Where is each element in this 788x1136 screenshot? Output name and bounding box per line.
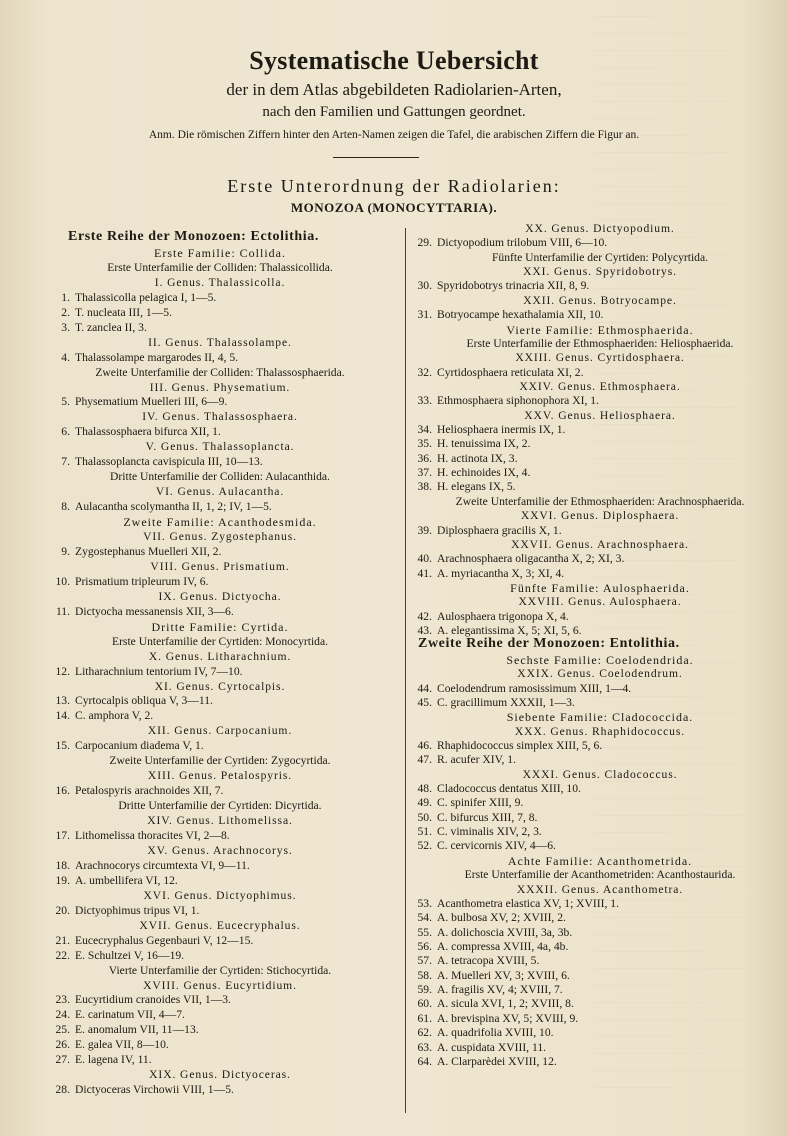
species-number: 58. (417, 968, 432, 982)
species-name: H. echinoides IX, 4. (437, 466, 531, 480)
species-number: 7. (61, 455, 70, 469)
species-number: 13. (55, 694, 70, 708)
family-heading: Erste Familie: Collida. (154, 245, 286, 260)
genus-heading: XXVI. Genus. Diplosphaera. (520, 509, 680, 523)
species-number: 27. (55, 1053, 70, 1067)
species-name: R. acufer XIV, 1. (437, 753, 516, 767)
species-entry (52, 1053, 152, 1067)
species-number: 24. (55, 1008, 70, 1022)
species-number: 57. (417, 954, 432, 968)
species-name: Physematium Muelleri III, 6—9. (75, 395, 228, 409)
genus-heading: XIII. Genus. Petalospyris. (147, 769, 293, 783)
bleed-through-line (594, 153, 657, 170)
species-entry (414, 983, 563, 997)
species-name: A. umbellifera VI, 12. (75, 873, 178, 887)
species-entry (414, 940, 568, 954)
species-number: 37. (417, 466, 432, 480)
species-name: Lithomelissa thoracites VI, 2—8. (75, 829, 230, 842)
genus-heading: XXXII. Genus. Acanthometra. (516, 882, 684, 896)
species-name: Carpocanium diadema V, 1. (75, 739, 204, 753)
species-entry (414, 954, 539, 968)
species-number: 16. (55, 784, 70, 798)
bleed-through-line (594, 918, 672, 935)
species-entry (414, 366, 583, 380)
species-number: 55. (417, 925, 432, 939)
species-name: Acanthometra elastica XV, 1; XVIII, 1. (437, 896, 620, 910)
species-name: E. carinatum VII, 4—7. (75, 1008, 185, 1022)
species-number: 20. (55, 903, 70, 917)
species-entry (52, 739, 204, 753)
species-number: 52. (417, 839, 432, 853)
genus-heading: XI. Genus. Cyrtocalpis. (154, 679, 286, 693)
order-heading: Erste Unterordnung der Radiolarien: (227, 176, 561, 196)
species-entry (414, 437, 530, 451)
species-entry (414, 1012, 578, 1026)
family-heading: Vierte Familie: Ethmosphaerida. (506, 322, 694, 337)
bleed-through-line (594, 799, 743, 816)
genus-heading: VIII. Genus. Prismatium. (150, 559, 290, 573)
bleed-through-line (594, 306, 660, 323)
species-number: 34. (417, 423, 432, 437)
subfamily-heading: Dritte Unterfamilie der Colliden: Aulacanthida. (110, 470, 330, 484)
species-number: 25. (55, 1023, 70, 1037)
species-name: Aulacantha scolymantha II, 1, 2; IV, 1—5. (75, 500, 272, 514)
genus-heading: XXII. Genus. Botryocampe. (523, 293, 677, 307)
species-entry (414, 279, 589, 293)
subfamily-heading: Zweite Unterfamilie der Ethmosphaeriden: Arachnosphaerida. (455, 494, 745, 508)
bleed-through-line (594, 459, 663, 476)
family-heading: Dritte Familie: Cyrtida. (151, 619, 289, 634)
species-name: C. cervicornis XIV, 4—6. (437, 839, 556, 853)
page-subtitle-2: nach den Familien und Gattungen geordnet. (262, 104, 526, 120)
genus-heading: XXXI. Genus. Cladococcus. (522, 767, 678, 781)
species-number: 44. (417, 681, 432, 695)
species-number: 47. (417, 753, 432, 767)
subfamily-heading: Zweite Unterfamilie der Cyrtiden: Zygocyrtida. (109, 754, 331, 768)
species-entry (414, 926, 572, 940)
species-name: E. Schultzei V, 16—19. (75, 948, 185, 962)
title-rule (333, 157, 419, 158)
genus-heading: XXVII. Genus. Arachnosphaera. (511, 537, 689, 551)
species-entry (52, 949, 184, 963)
species-name: Coelodendrum ramosissimum XIII, 1—4. (437, 681, 632, 695)
bleed-through-line (594, 782, 706, 799)
species-entry (414, 567, 564, 581)
species-entry (414, 897, 619, 911)
species-name: Eucecryphalus Gegenbauri V, 12—15. (75, 933, 254, 947)
species-entry (414, 911, 566, 925)
species-entry (52, 874, 178, 888)
page-subtitle-1: der in dem Atlas abgebildeten Radiolarien-Arten, (226, 80, 562, 99)
species-number: 3. (61, 320, 70, 334)
subfamily-heading: Erste Unterfamilie der Colliden: Thalassicollida. (107, 260, 333, 274)
species-number: 4. (61, 350, 70, 364)
genus-heading: XXIII. Genus. Cyrtidosphaera. (515, 351, 685, 365)
species-number: 23. (55, 993, 70, 1007)
species-name: H. actinota IX, 3. (437, 451, 518, 465)
species-entry (414, 997, 574, 1011)
bleed-through-line (594, 1020, 674, 1037)
genus-heading: V. Genus. Thalassoplancta. (145, 440, 295, 454)
species-name: E. anomalum VII, 11—13. (75, 1023, 199, 1037)
species-number: 29. (417, 236, 432, 250)
species-entry (52, 709, 153, 723)
genus-heading: XXI. Genus. Spyridobotrys. (523, 265, 677, 279)
species-entry (52, 395, 227, 409)
genus-heading: VII. Genus. Zygostephanus. (143, 530, 297, 543)
species-number: 5. (61, 395, 70, 409)
species-number: 64. (417, 1054, 432, 1068)
subfamily-heading: Vierte Unterfamilie der Cyrtiden: Stichocyrtida. (108, 963, 332, 977)
species-name: Petalospyris arachnoides XII, 7. (75, 784, 224, 798)
species-number: 63. (417, 1040, 432, 1054)
species-name: Litharachnium tentorium IV, 7—10. (75, 664, 243, 678)
species-name: C. gracillimum XXXII, 1—3. (437, 695, 575, 709)
genus-heading: III. Genus. Physematium. (149, 380, 291, 394)
species-name: Prismatium tripleurum IV, 6. (75, 574, 209, 588)
species-entry (414, 452, 518, 466)
genus-heading: XVIII. Genus. Eucyrtidium. (143, 978, 297, 992)
species-name: Heliosphaera inermis IX, 1. (437, 423, 566, 437)
species-name: Dictyopodium trilobum VIII, 6—10. (437, 236, 608, 250)
species-name: E. lagena IV, 11. (75, 1053, 152, 1067)
species-number: 2. (61, 305, 70, 319)
species-entry (414, 552, 624, 566)
species-entry (52, 934, 253, 948)
genus-heading: XIX. Genus. Dictyoceras. (149, 1068, 291, 1082)
genus-heading: II. Genus. Thalassolampe. (148, 335, 292, 349)
species-number: 30. (417, 279, 432, 293)
genus-heading: XVII. Genus. Eucecryphalus. (139, 918, 301, 932)
species-name: Dictyophimus tripus VI, 1. (75, 903, 200, 917)
species-name: Aulosphaera trigonopa X, 4. (437, 609, 569, 623)
species-number: 19. (55, 873, 70, 887)
order-subheading: MONOZOA (MONOCYTTARIA). (290, 200, 498, 215)
species-number: 42. (417, 609, 432, 623)
genus-heading: I. Genus. Thalassicolla. (154, 275, 286, 289)
species-number: 53. (417, 896, 432, 910)
species-number: 31. (417, 308, 432, 322)
genus-heading: IX. Genus. Dictyocha. (158, 589, 282, 603)
species-entry (414, 1041, 546, 1055)
bleed-through-line (594, 952, 746, 969)
species-name: Diplosphaera gracilis X, 1. (437, 523, 562, 537)
species-number: 54. (417, 911, 432, 925)
species-number: 28. (55, 1083, 70, 1097)
species-entry (52, 291, 216, 305)
species-entry (52, 829, 230, 843)
species-name: Thalassosphaera bifurca XII, 1. (75, 425, 221, 439)
species-name: A. Muelleri XV, 3; XVIII, 6. (437, 968, 570, 982)
species-number: 61. (417, 1011, 432, 1025)
species-name: A. cuspidata XVIII, 11. (437, 1040, 547, 1054)
species-entry (414, 782, 581, 796)
species-number: 39. (417, 523, 432, 537)
species-entry (52, 784, 223, 798)
species-entry (414, 753, 516, 767)
species-entry (414, 825, 542, 839)
species-entry (414, 739, 602, 753)
species-number: 10. (55, 574, 70, 588)
species-entry (52, 1038, 169, 1052)
species-name: T. zanclea II, 3. (75, 320, 147, 334)
species-name: Zygostephanus Muelleri XII, 2. (75, 544, 222, 558)
bleed-through-line (594, 986, 710, 1003)
species-name: Arachnosphaera oligacantha X, 2; XI, 3. (437, 552, 625, 566)
genus-heading: XXX. Genus. Rhaphidococcus. (514, 724, 686, 738)
species-name: Dictyocha messanensis XII, 3—6. (75, 604, 234, 618)
species-entry (414, 796, 523, 810)
species-number: 8. (61, 500, 70, 514)
genus-heading: XII. Genus. Carpocanium. (147, 724, 293, 738)
species-number: 32. (417, 365, 432, 379)
species-number: 12. (55, 664, 70, 678)
subfamily-heading: Erste Unterfamilie der Acanthometriden: Acanthostaurida. (464, 868, 736, 882)
species-number: 43. (417, 624, 432, 638)
species-entry (414, 1026, 554, 1040)
species-name: A. myriacantha X, 3; XI, 4. (437, 566, 565, 580)
species-name: Thalassicolla pelagica I, 1—5. (75, 290, 217, 304)
bleed-through-line (594, 816, 670, 833)
species-entry (52, 455, 263, 469)
bleed-through-line (594, 612, 666, 629)
species-entry (414, 466, 530, 480)
species-name: Eucyrtidium cranoides VII, 1—3. (75, 993, 231, 1007)
species-name: Cyrtocalpis obliqua V, 3—11. (75, 694, 213, 708)
species-number: 51. (417, 825, 432, 839)
species-number: 48. (417, 782, 432, 796)
species-number: 11. (55, 604, 70, 618)
species-entry (414, 1055, 557, 1069)
genus-heading: XXIX. Genus. Coelodendrum. (517, 667, 683, 681)
species-name: Cladococcus dentatus XIII, 10. (437, 782, 581, 796)
family-heading: Achte Familie: Acanthometrida. (507, 853, 693, 868)
species-name: A. Clarparèdei XVIII, 12. (437, 1054, 557, 1068)
bleed-through-line (594, 1003, 747, 1020)
species-entry (414, 682, 631, 696)
annotation-note: Anm. Die römischen Ziffern hinter den Arten-Namen zeigen die Tafel, die arabischen Ziffern die Figur an. (148, 129, 640, 141)
bleed-through-line (594, 425, 699, 442)
genus-heading: XXIV. Genus. Ethmosphaera. (519, 379, 681, 393)
species-number: 50. (417, 810, 432, 824)
species-name: Arachnocorys circumtexta VI, 9—11. (75, 858, 250, 872)
genus-heading: XV. Genus. Arachnocorys. (147, 843, 293, 857)
species-number: 60. (417, 997, 432, 1011)
species-entry (52, 665, 243, 679)
species-number: 45. (417, 695, 432, 709)
bleed-through-line (594, 748, 742, 765)
species-entry (52, 1008, 185, 1022)
species-entry (414, 839, 556, 853)
bleed-through-line (594, 1054, 748, 1071)
bleed-through-line (594, 0, 654, 17)
bleed-through-line (594, 969, 673, 986)
species-number: 14. (55, 709, 70, 723)
genus-heading: XIV. Genus. Lithomelissa. (147, 814, 293, 828)
species-entry (52, 694, 213, 708)
species-number: 62. (417, 1026, 432, 1040)
species-entry (52, 500, 272, 514)
species-name: A. sicula XVI, 1, 2; XVIII, 8. (437, 997, 574, 1011)
subfamily-heading: Zweite Unterfamilie der Colliden: Thalassosphaerida. (95, 365, 345, 379)
subfamily-heading: Erste Unterfamilie der Cyrtiden: Monocyrtida. (111, 634, 329, 648)
species-entry (52, 306, 172, 320)
species-number: 9. (61, 544, 70, 558)
species-number: 56. (417, 940, 432, 953)
species-name: H. elegans IX, 5. (437, 480, 516, 494)
species-entry (414, 236, 607, 250)
family-heading: Fünfte Familie: Aulosphaerida. (510, 581, 690, 595)
species-number: 59. (417, 983, 432, 997)
bleed-through-line (594, 476, 700, 493)
species-entry (414, 811, 537, 825)
species-entry (52, 575, 208, 589)
species-entry (414, 480, 516, 494)
species-entry (414, 394, 599, 408)
genus-heading: VI. Genus. Aulacantha. (155, 485, 285, 499)
species-entry (414, 610, 569, 624)
series-heading: Zweite Reihe der Monozoen: Entolithia. (418, 636, 680, 652)
bleed-through-line (594, 1088, 712, 1100)
species-name: H. tenuissima IX, 2. (437, 437, 531, 451)
species-name: C. spinifer XIII, 9. (437, 796, 524, 810)
bleed-through-line (594, 1071, 675, 1088)
species-number: 38. (417, 480, 432, 494)
species-entry (414, 969, 570, 983)
species-number: 26. (55, 1038, 70, 1052)
subfamily-heading: Fünfte Unterfamilie der Cyrtiden: Polycyrtida. (491, 250, 709, 264)
species-number: 15. (55, 739, 70, 753)
species-entry (414, 696, 575, 710)
species-number: 41. (417, 566, 432, 580)
species-number: 40. (417, 552, 432, 566)
species-entry (414, 524, 562, 538)
bleed-through-line (594, 1037, 711, 1054)
species-entry (52, 1083, 234, 1097)
species-name: A. fragilis XV, 4; XVIII, 7. (437, 983, 563, 997)
species-name: C. viminalis XIV, 2, 3. (437, 825, 542, 839)
species-number: 6. (61, 425, 70, 439)
species-entry (414, 308, 603, 322)
species-entry (52, 993, 231, 1007)
species-name: Cyrtidosphaera reticulata XI, 2. (437, 365, 584, 379)
species-entry (52, 351, 238, 365)
species-number: 17. (55, 829, 70, 842)
species-name: A. tetracopa XVIII, 5. (437, 954, 540, 968)
family-heading: Zweite Familie: Acanthodesmida. (123, 515, 317, 530)
species-entry (52, 425, 221, 439)
species-name: T. nucleata III, 1—5. (75, 305, 173, 319)
subfamily-heading: Erste Unterfamilie der Ethmosphaeriden: Heliosphaerida. (466, 336, 734, 350)
species-name: Botryocampe hexathalamia XII, 10. (437, 308, 604, 322)
bleed-through-line (594, 442, 736, 459)
species-number: 21. (55, 933, 70, 947)
species-name: A. bulbosa XV, 2; XVIII, 2. (437, 911, 566, 925)
species-number: 33. (417, 394, 432, 408)
species-name: Ethmosphaera siphonophora XI, 1. (437, 394, 599, 408)
species-name: Thalassolampe margarodes II, 4, 5. (75, 350, 239, 364)
genus-heading: XX. Genus. Dictyopodium. (525, 222, 675, 235)
species-name: Thalassoplancta cavispicula III, 10—13. (75, 455, 263, 469)
column-divider (405, 228, 406, 1113)
bleed-through-line (594, 17, 691, 34)
family-heading: Sechste Familie: Coelodendrida. (506, 652, 694, 667)
series-heading: Erste Reihe der Monozoen: Ectolithia. (68, 229, 319, 244)
genus-heading: X. Genus. Litharachnium. (148, 649, 292, 663)
family-heading: Siebente Familie: Cladococcida. (506, 710, 694, 725)
species-name: A. elegantissima X, 5; XI, 5, 6. (437, 624, 582, 638)
species-number: 1. (61, 290, 70, 304)
species-name: A. dolichoscia XVIII, 3a, 3b. (437, 925, 573, 939)
species-number: 36. (417, 451, 432, 465)
species-number: 46. (417, 738, 432, 752)
species-entry (52, 605, 234, 619)
species-entry (52, 1023, 199, 1037)
species-number: 49. (417, 796, 432, 810)
genus-heading: XVI. Genus. Dictyophimus. (143, 888, 297, 902)
subfamily-heading: Dritte Unterfamilie der Cyrtiden: Dicyrtida. (118, 799, 322, 813)
species-name: C. bifurcus XIII, 7, 8. (437, 810, 538, 824)
bleed-through-line (594, 935, 709, 952)
species-name: E. galea VII, 8—10. (75, 1038, 169, 1052)
species-name: A. compressa XVIII, 4a, 4b. (437, 940, 569, 953)
species-number: 22. (55, 948, 70, 962)
genus-heading: XXV. Genus. Heliosphaera. (524, 408, 676, 422)
bleed-through-line (594, 833, 707, 850)
species-number: 18. (55, 858, 70, 872)
species-entry (52, 859, 250, 873)
species-entry (414, 423, 565, 437)
species-entry (52, 545, 222, 559)
species-name: C. amphora V, 2. (75, 709, 154, 723)
species-name: Spyridobotrys trinacria XII, 8, 9. (437, 279, 590, 293)
species-name: A. brevispina XV, 5; XVIII, 9. (437, 1011, 579, 1025)
page-title: Systematische Uebersicht (249, 46, 539, 75)
species-entry (52, 321, 147, 335)
species-entry (52, 904, 199, 918)
species-name: Rhaphidococcus simplex XIII, 5, 6. (437, 738, 603, 752)
species-name: Dictyoceras Virchowii VIII, 1—5. (75, 1083, 234, 1097)
species-number: 35. (417, 437, 432, 451)
species-name: A. quadrifolia XVIII, 10. (437, 1026, 554, 1040)
genus-heading: IV. Genus. Thalassosphaera. (142, 410, 298, 424)
genus-heading: XXVIII. Genus. Aulosphaera. (518, 595, 682, 609)
